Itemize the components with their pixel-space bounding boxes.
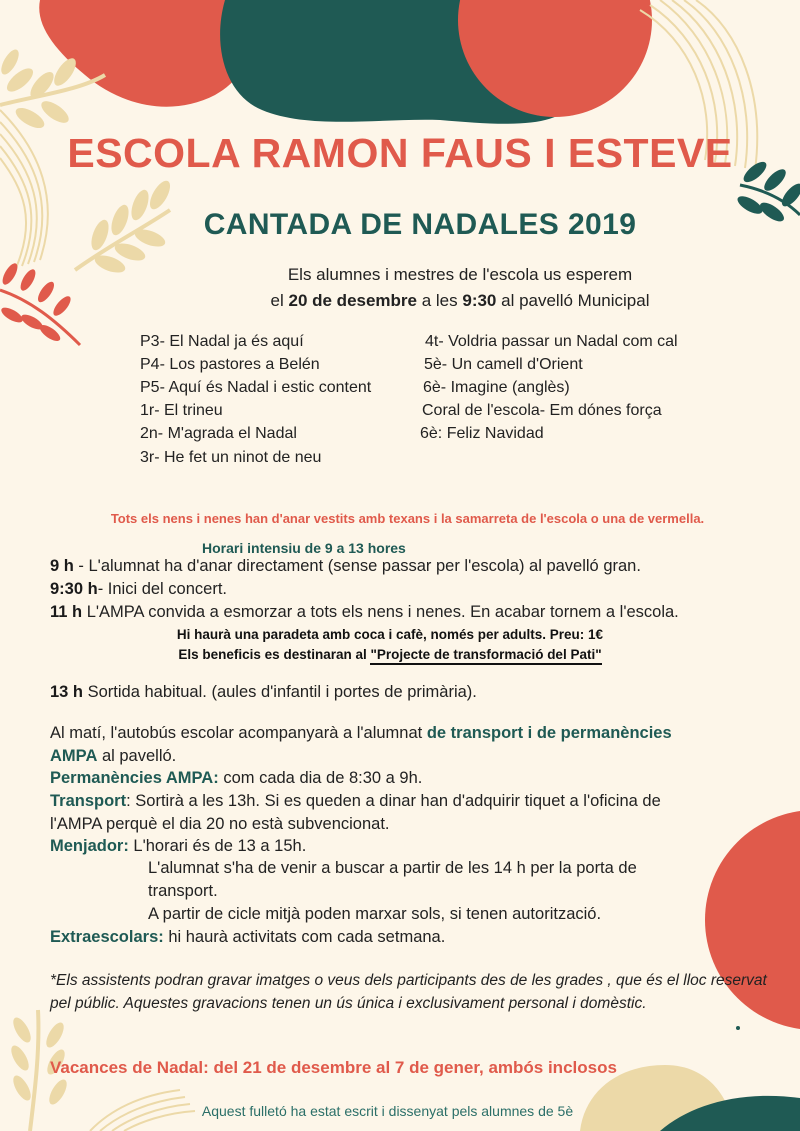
menjador-info-line-4: A partir de cicle mitjà poden marxar sols, si tenen autorització. [148, 905, 602, 923]
permanencies-info [50, 769, 422, 788]
benefit-text: Els beneficis es destinaran al [178, 647, 371, 662]
project-name: "Projecte de transformació del Pati" [370, 647, 601, 665]
song-item: Coral de l'escola- Em dónes força [422, 402, 662, 419]
intro-line-2 [0, 291, 800, 311]
schedule-time: 9 h [50, 557, 74, 575]
song-item: 4t- Voldria passar un Nadal com cal [425, 333, 678, 350]
permanencies-text: com cada dia de 8:30 a 9h. [218, 769, 423, 787]
dress-code-notice: Tots els nens i nenes han d'anar vestits amb texans i la samarreta de l'escola o una de vermella. [110, 511, 705, 526]
bus-text: Al matí, l'autobús escolar acompanyarà a l'alumnat [50, 724, 427, 742]
benefit-note [0, 647, 780, 662]
menjador-text: L'horari és de 13 a 15h. [128, 837, 307, 855]
schedule-text: L'AMPA convida a esmorzar a tots els nens i nenes. En acabar tornem a l'escola. [82, 603, 679, 621]
schedule-text: - Inici del concert. [97, 580, 227, 598]
extraescolars-info [50, 928, 445, 947]
bus-highlight: AMPA [50, 747, 98, 765]
intro-text: al pavelló Municipal [496, 291, 650, 310]
transport-text: : Sortirà a les 13h. Si es queden a dinar han d'adquirir tiquet a l'oficina de [126, 792, 661, 810]
transport-label: Transport [50, 792, 127, 810]
bus-text: al pavelló. [97, 747, 177, 765]
school-name: ESCOLA RAMON FAUS I ESTEVE [67, 130, 733, 176]
schedule-row-9h [50, 557, 641, 576]
menjador-info-line-1 [50, 837, 306, 856]
schedule-row-13h [50, 683, 477, 702]
event-date: 20 de desembre [288, 291, 417, 310]
vacation-notice: Vacances de Nadal: del 21 de desembre al 7 de gener, ambós inclosos [50, 1058, 617, 1077]
song-item: 5è- Un camell d'Orient [424, 356, 583, 373]
schedule-time: 13 h [50, 683, 84, 701]
song-item: P3- El Nadal ja és aquí [140, 333, 304, 350]
schedule-title: Horari intensiu de 9 a 13 hores [202, 540, 406, 556]
bus-highlight: de transport i de permanències [426, 724, 672, 742]
teal-dot [736, 1026, 740, 1030]
permanencies-label: Permanències AMPA: [50, 769, 219, 787]
song-item: 6è- Imagine (anglès) [423, 379, 570, 396]
song-item: P5- Aquí és Nadal i estic content [140, 379, 372, 396]
extraescolars-text: hi haurà activitats com cada setmana. [163, 928, 446, 946]
schedule-time: 9:30 h [50, 580, 98, 598]
schedule-row-11h [50, 603, 679, 622]
intro-line-1: Els alumnes i mestres de l'escola us esperem [287, 265, 633, 284]
song-item: 6è: Feliz Navidad [420, 425, 544, 442]
schedule-time: 11 h [50, 603, 83, 621]
transport-info-line-1 [50, 792, 661, 811]
schedule-text: - L'alumnat ha d'anar directament (sense passar per l'escola) al pavelló gran. [73, 557, 641, 575]
extraescolars-label: Extraescolars: [50, 928, 164, 946]
menjador-label: Menjador: [50, 837, 129, 855]
song-item: 1r- El trineu [140, 402, 223, 419]
schedule-text: Sortida habitual. (aules d'infantil i portes de primària). [83, 683, 477, 701]
menjador-info-line-2: L'alumnat s'ha de venir a buscar a partir de les 14 h per la porta de [148, 859, 637, 877]
song-item: 2n- M'agrada el Nadal [140, 425, 297, 442]
footer-credit: Aquest fulletó ha estat escrit i dissenyat pels alumnes de 5è [201, 1103, 574, 1119]
song-item: P4- Los pastores a Belén [140, 356, 320, 373]
event-title: CANTADA DE NADALES 2019 [203, 208, 637, 241]
stand-note: Hi haurà una paradeta amb coca i cafè, només per adults. Preu: 1€ [176, 627, 604, 642]
intro-text: a les [417, 291, 463, 310]
event-time: 9:30 [462, 291, 497, 310]
transport-info-line-2: l'AMPA perquè el dia 20 no està subvencionat. [50, 815, 390, 833]
menjador-info-line-3: transport. [148, 882, 218, 900]
intro-text: el [270, 291, 289, 310]
schedule-row-930h [50, 580, 227, 599]
song-item: 3r- He fet un ninot de neu [140, 449, 322, 466]
bus-info-line-2 [50, 747, 176, 766]
bus-info-line-1 [50, 724, 672, 743]
recording-note: *Els assistents podran gravar imatges o veus dels participants des de les grades , que és el lloc reservat pel públic. Aquestes gravacions tenen un ús única i exclusivament personal i domèstic. [50, 972, 767, 1012]
